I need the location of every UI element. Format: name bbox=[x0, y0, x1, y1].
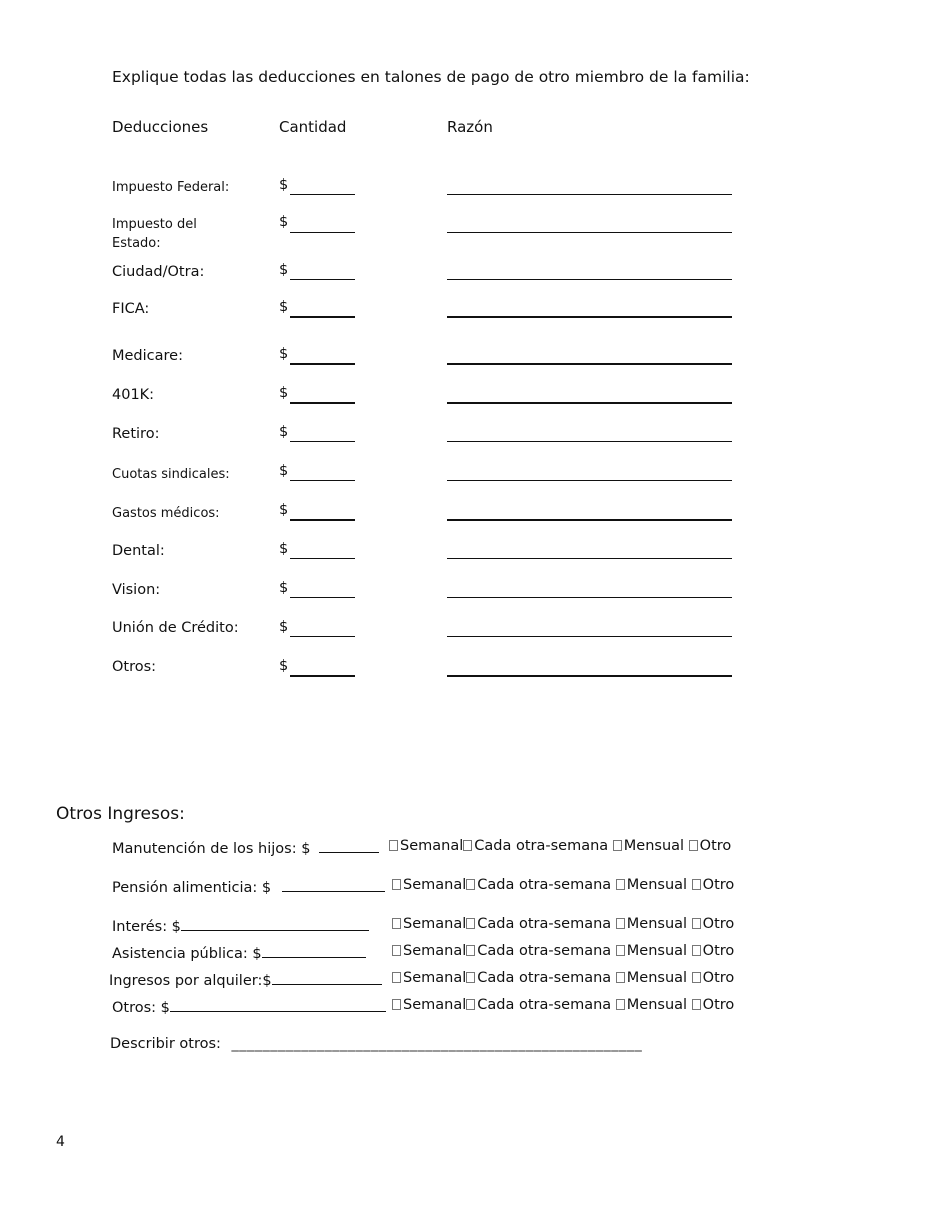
checkbox-weekly[interactable] bbox=[392, 918, 401, 929]
income-row-alimony bbox=[112, 877, 385, 896]
income-row-rental bbox=[109, 970, 382, 989]
deduction-label-credit-union: Unión de Crédito: bbox=[112, 620, 239, 636]
option-monthly-label: Mensual bbox=[626, 997, 688, 1013]
checkbox-other[interactable] bbox=[692, 972, 701, 983]
income-label: Asistencia pública: $ bbox=[112, 946, 262, 962]
option-monthly-label: Mensual bbox=[626, 970, 688, 986]
income-row-public-assistance bbox=[112, 943, 366, 962]
option-other-label: Otro bbox=[702, 970, 735, 986]
amount-field-retirement[interactable] bbox=[290, 441, 355, 442]
option-biweekly-label: Cada otra-semana bbox=[477, 877, 612, 893]
page-number: 4 bbox=[56, 1134, 65, 1150]
reason-field-fica[interactable] bbox=[447, 316, 732, 318]
dollar-sign: $ bbox=[279, 424, 289, 440]
income-amount-field[interactable] bbox=[319, 838, 379, 853]
reason-field-vision[interactable] bbox=[447, 597, 732, 598]
deduction-label-others: Otros: bbox=[112, 659, 157, 675]
checkbox-biweekly[interactable] bbox=[466, 879, 475, 890]
checkbox-weekly[interactable] bbox=[392, 999, 401, 1010]
checkbox-monthly[interactable] bbox=[613, 840, 622, 851]
option-other-label: Otro bbox=[702, 916, 735, 932]
checkbox-monthly[interactable] bbox=[616, 879, 625, 890]
checkbox-other[interactable] bbox=[692, 879, 701, 890]
deduction-label-union-dues: Cuotas sindicales: bbox=[112, 467, 230, 482]
checkbox-other[interactable] bbox=[692, 918, 701, 929]
option-other-label: Otro bbox=[699, 838, 732, 854]
checkbox-biweekly[interactable] bbox=[466, 918, 475, 929]
reason-field-federal[interactable] bbox=[447, 194, 732, 195]
frequency-options bbox=[392, 970, 734, 986]
option-biweekly-label: Cada otra-semana bbox=[477, 997, 612, 1013]
deduction-label-city: Ciudad/Otra: bbox=[112, 264, 205, 280]
checkbox-other[interactable] bbox=[692, 945, 701, 956]
dollar-sign: $ bbox=[279, 619, 289, 635]
dollar-sign: $ bbox=[279, 299, 289, 315]
frequency-options bbox=[392, 943, 734, 959]
checkbox-biweekly[interactable] bbox=[463, 840, 472, 851]
option-biweekly-label: Cada otra-semana bbox=[477, 916, 612, 932]
dollar-sign: $ bbox=[279, 177, 289, 193]
deduction-label-state: Impuesto del Estado: bbox=[112, 217, 197, 251]
header-amount: Cantidad bbox=[279, 118, 347, 136]
dollar-sign: $ bbox=[279, 541, 289, 557]
income-amount-field[interactable] bbox=[170, 997, 386, 1012]
deduction-label-fica: FICA: bbox=[112, 301, 150, 317]
deduction-label-dental: Dental: bbox=[112, 543, 165, 559]
checkbox-weekly[interactable] bbox=[389, 840, 398, 851]
checkbox-weekly[interactable] bbox=[392, 972, 401, 983]
checkbox-biweekly[interactable] bbox=[466, 999, 475, 1010]
amount-field-federal[interactable] bbox=[290, 194, 355, 195]
income-label: Manutención de los hijos: $ bbox=[112, 841, 311, 857]
income-label: Pensión alimenticia: $ bbox=[112, 880, 272, 896]
deduction-label-medicare: Medicare: bbox=[112, 348, 183, 364]
other-income-title: Otros Ingresos: bbox=[56, 804, 185, 824]
option-biweekly-label: Cada otra-semana bbox=[477, 943, 612, 959]
checkbox-monthly[interactable] bbox=[616, 999, 625, 1010]
reason-field-medical[interactable] bbox=[447, 519, 732, 521]
option-weekly-label: Semanal bbox=[403, 997, 467, 1013]
income-amount-field[interactable] bbox=[262, 943, 366, 958]
dollar-sign: $ bbox=[279, 463, 289, 479]
frequency-options bbox=[392, 916, 734, 932]
income-label: Otros: $ bbox=[112, 1000, 170, 1016]
amount-field-dental[interactable] bbox=[290, 558, 355, 559]
option-weekly-label: Semanal bbox=[403, 970, 467, 986]
amount-field-medicare[interactable] bbox=[290, 363, 355, 365]
checkbox-monthly[interactable] bbox=[616, 972, 625, 983]
deduction-label-401k: 401K: bbox=[112, 387, 155, 403]
amount-field-credit-union[interactable] bbox=[290, 636, 355, 637]
reason-field-others[interactable] bbox=[447, 675, 732, 677]
income-amount-field[interactable] bbox=[272, 970, 382, 985]
checkbox-weekly[interactable] bbox=[392, 945, 401, 956]
dollar-sign: $ bbox=[279, 214, 289, 230]
frequency-options bbox=[392, 877, 734, 893]
describe-others-label: Describir otros: bbox=[110, 1036, 221, 1052]
option-other-label: Otro bbox=[702, 997, 735, 1013]
reason-field-credit-union[interactable] bbox=[447, 636, 732, 637]
dollar-sign: $ bbox=[279, 346, 289, 362]
income-row-others bbox=[112, 997, 386, 1016]
deduction-label-vision: Vision: bbox=[112, 582, 161, 598]
checkbox-other[interactable] bbox=[689, 840, 698, 851]
option-monthly-label: Mensual bbox=[626, 943, 688, 959]
dollar-sign: $ bbox=[279, 580, 289, 596]
checkbox-biweekly[interactable] bbox=[466, 972, 475, 983]
dollar-sign: $ bbox=[279, 658, 289, 674]
income-row-interest bbox=[112, 916, 369, 935]
checkbox-monthly[interactable] bbox=[616, 945, 625, 956]
reason-field-city[interactable] bbox=[447, 279, 732, 280]
reason-field-union-dues[interactable] bbox=[447, 480, 732, 481]
option-biweekly-label: Cada otra-semana bbox=[477, 970, 612, 986]
dollar-sign: $ bbox=[279, 385, 289, 401]
income-label: Ingresos por alquiler:$ bbox=[109, 973, 272, 989]
option-monthly-label: Mensual bbox=[626, 916, 688, 932]
describe-others-row bbox=[110, 1036, 642, 1052]
option-weekly-label: Semanal bbox=[400, 838, 464, 854]
income-amount-field[interactable] bbox=[181, 916, 369, 931]
reason-field-dental[interactable] bbox=[447, 558, 732, 559]
option-monthly-label: Mensual bbox=[626, 877, 688, 893]
checkbox-biweekly[interactable] bbox=[466, 945, 475, 956]
option-weekly-label: Semanal bbox=[403, 916, 467, 932]
option-other-label: Otro bbox=[702, 877, 735, 893]
checkbox-other[interactable] bbox=[692, 999, 701, 1010]
header-deductions: Deducciones bbox=[112, 118, 209, 136]
reason-field-retirement[interactable] bbox=[447, 441, 732, 442]
amount-field-vision[interactable] bbox=[290, 597, 355, 598]
amount-field-medical[interactable] bbox=[290, 519, 355, 521]
intro-text: Explique todas las deducciones en talones de pago de otro miembro de la familia: bbox=[112, 68, 750, 86]
amount-field-others[interactable] bbox=[290, 675, 355, 677]
reason-field-state[interactable] bbox=[447, 232, 732, 233]
dollar-sign: $ bbox=[279, 502, 289, 518]
reason-field-medicare[interactable] bbox=[447, 363, 732, 365]
option-weekly-label: Semanal bbox=[403, 877, 467, 893]
dollar-sign: $ bbox=[279, 262, 289, 278]
header-reason: Razón bbox=[447, 118, 493, 136]
option-other-label: Otro bbox=[702, 943, 735, 959]
amount-field-state[interactable] bbox=[290, 232, 355, 233]
frequency-options bbox=[389, 838, 731, 854]
amount-field-city[interactable] bbox=[290, 279, 355, 280]
income-row-child-support bbox=[112, 838, 379, 857]
frequency-options bbox=[392, 997, 734, 1013]
deduction-label-retirement: Retiro: bbox=[112, 426, 160, 442]
amount-field-401k[interactable] bbox=[290, 402, 355, 404]
deduction-label-medical: Gastos médicos: bbox=[112, 506, 220, 521]
option-monthly-label: Mensual bbox=[623, 838, 685, 854]
option-weekly-label: Semanal bbox=[403, 943, 467, 959]
deduction-label-federal: Impuesto Federal: bbox=[112, 180, 230, 195]
income-label: Interés: $ bbox=[112, 919, 181, 935]
describe-others-field[interactable]: _____________________________________________________ bbox=[231, 1036, 643, 1052]
amount-field-union-dues[interactable] bbox=[290, 480, 355, 481]
amount-field-fica[interactable] bbox=[290, 316, 355, 318]
reason-field-401k[interactable] bbox=[447, 402, 732, 404]
checkbox-weekly[interactable] bbox=[392, 879, 401, 890]
option-biweekly-label: Cada otra-semana bbox=[474, 838, 609, 854]
checkbox-monthly[interactable] bbox=[616, 918, 625, 929]
income-amount-field[interactable] bbox=[282, 877, 385, 892]
